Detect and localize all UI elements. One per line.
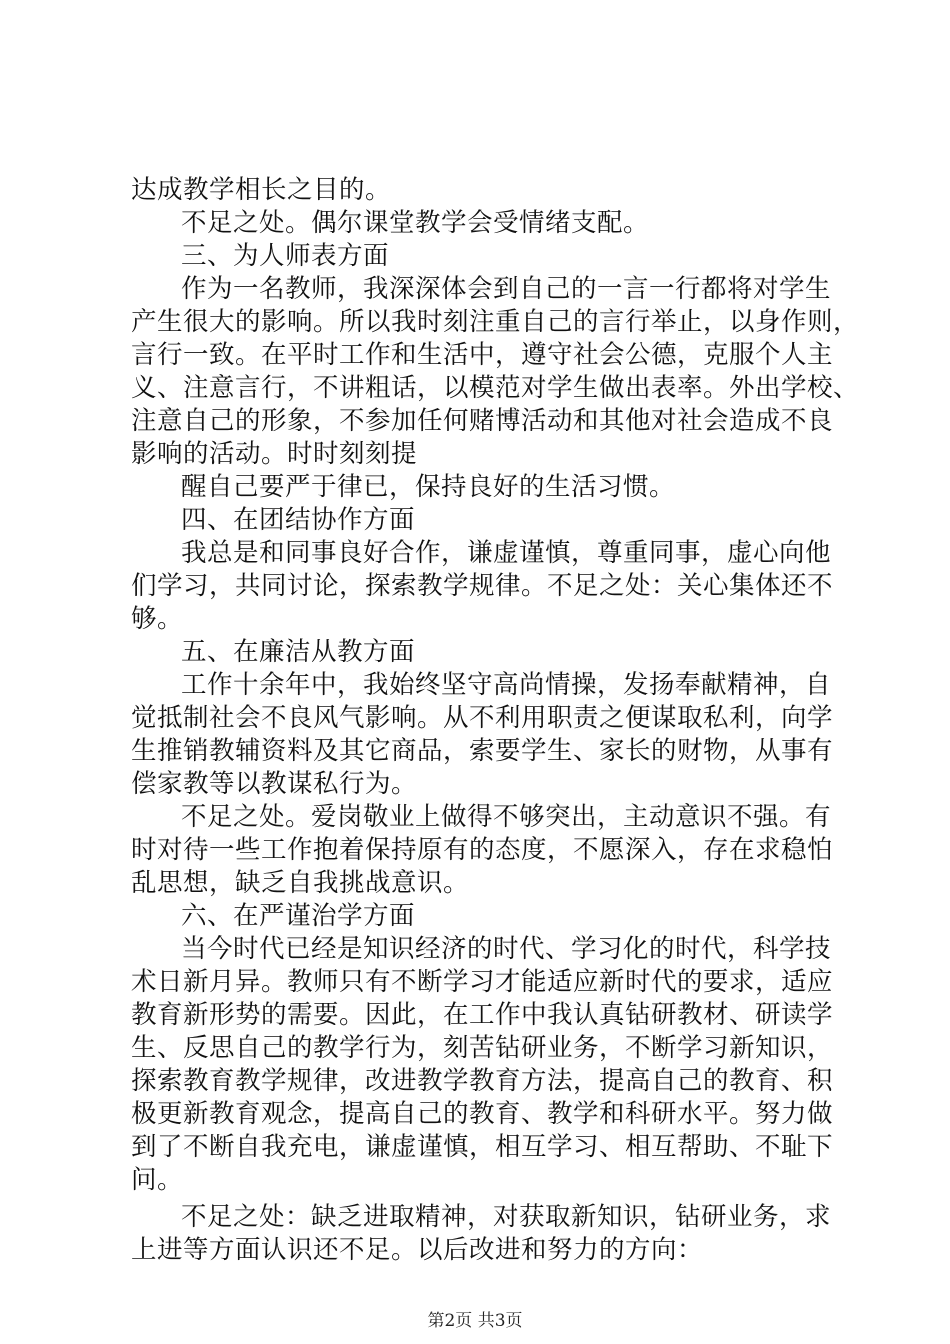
- text-line: 觉抵制社会不良风气影响。从不利用职责之便谋取私利，向学: [131, 703, 834, 733]
- page-number-footer: 第2页 共3页: [427, 1311, 523, 1331]
- text-line: 注意自己的形象，不参加任何赌博活动和其他对社会造成不良: [131, 406, 834, 436]
- text-line: 言行一致。在平时工作和生活中，遵守社会公德，克服个人主: [131, 340, 834, 370]
- text-line: 不足之处：缺乏进取精神，对获取新知识，钻研业务，求: [181, 1202, 832, 1232]
- text-line: 当今时代已经是知识经济的时代、学习化的时代，科学技: [181, 934, 832, 964]
- text-line: 醒自己要严于律已，保持良好的生活习惯。: [181, 472, 676, 502]
- text-line: 问。: [131, 1165, 184, 1195]
- text-line: 时对待一些工作抱着保持原有的态度，不愿深入，存在求稳怕: [131, 835, 834, 865]
- text-line: 影响的活动。时时刻刻提: [131, 439, 418, 469]
- text-line: 探索教育教学规律，改进教学教育方法，提高自己的教育、积: [131, 1066, 834, 1096]
- text-line: 作为一名教师，我深深体会到自己的一言一行都将对学生: [181, 274, 832, 304]
- text-line: 教育新形势的需要。因此，在工作中我认真钻研教材、研读学: [131, 1000, 834, 1030]
- text-line: 工作十余年中，我始终坚守高尚情操，发扬奉献精神，自: [181, 670, 832, 700]
- section-heading: 六、在严谨治学方面: [181, 901, 416, 931]
- text-line: 极更新教育观念，提高自己的教育、教学和科研水平。努力做: [131, 1099, 834, 1129]
- text-line: 上进等方面认识还不足。以后改进和努力的方向：: [131, 1235, 704, 1265]
- text-line: 到了不断自我充电，谦虚谨慎，相互学习、相互帮助、不耻下: [131, 1132, 834, 1162]
- text-line: 我总是和同事良好合作，谦虚谨慎，尊重同事，虚心向他: [181, 538, 832, 568]
- text-line: 不足之处。偶尔课堂教学会受情绪支配。: [181, 208, 650, 238]
- section-heading: 四、在团结协作方面: [181, 505, 416, 535]
- text-line: 义、注意言行，不讲粗话，以模范对学生做出表率。外出学校、: [131, 373, 860, 403]
- text-line: 不足之处。爱岗敬业上做得不够突出，主动意识不强。有: [181, 802, 832, 832]
- section-heading: 三、为人师表方面: [181, 241, 390, 271]
- text-line: 偿家教等以教谋私行为。: [131, 769, 418, 799]
- text-line: 术日新月异。教师只有不断学习才能适应新时代的要求，适应: [131, 967, 834, 997]
- text-line: 够。: [131, 604, 184, 634]
- text-line: 们学习，共同讨论，探索教学规律。不足之处：关心集体还不: [131, 571, 834, 601]
- text-line: 产生很大的影响。所以我时刻注重自己的言行举止，以身作则，: [131, 307, 860, 337]
- text-line: 达成教学相长之目的。: [131, 175, 392, 205]
- text-line: 生、反思自己的教学行为，刻苦钻研业务，不断学习新知识，: [131, 1033, 834, 1063]
- text-line: 生推销教辅资料及其它商品，索要学生、家长的财物，从事有: [131, 736, 834, 766]
- section-heading: 五、在廉洁从教方面: [181, 637, 416, 667]
- text-line: 乱思想，缺乏自我挑战意识。: [131, 868, 470, 898]
